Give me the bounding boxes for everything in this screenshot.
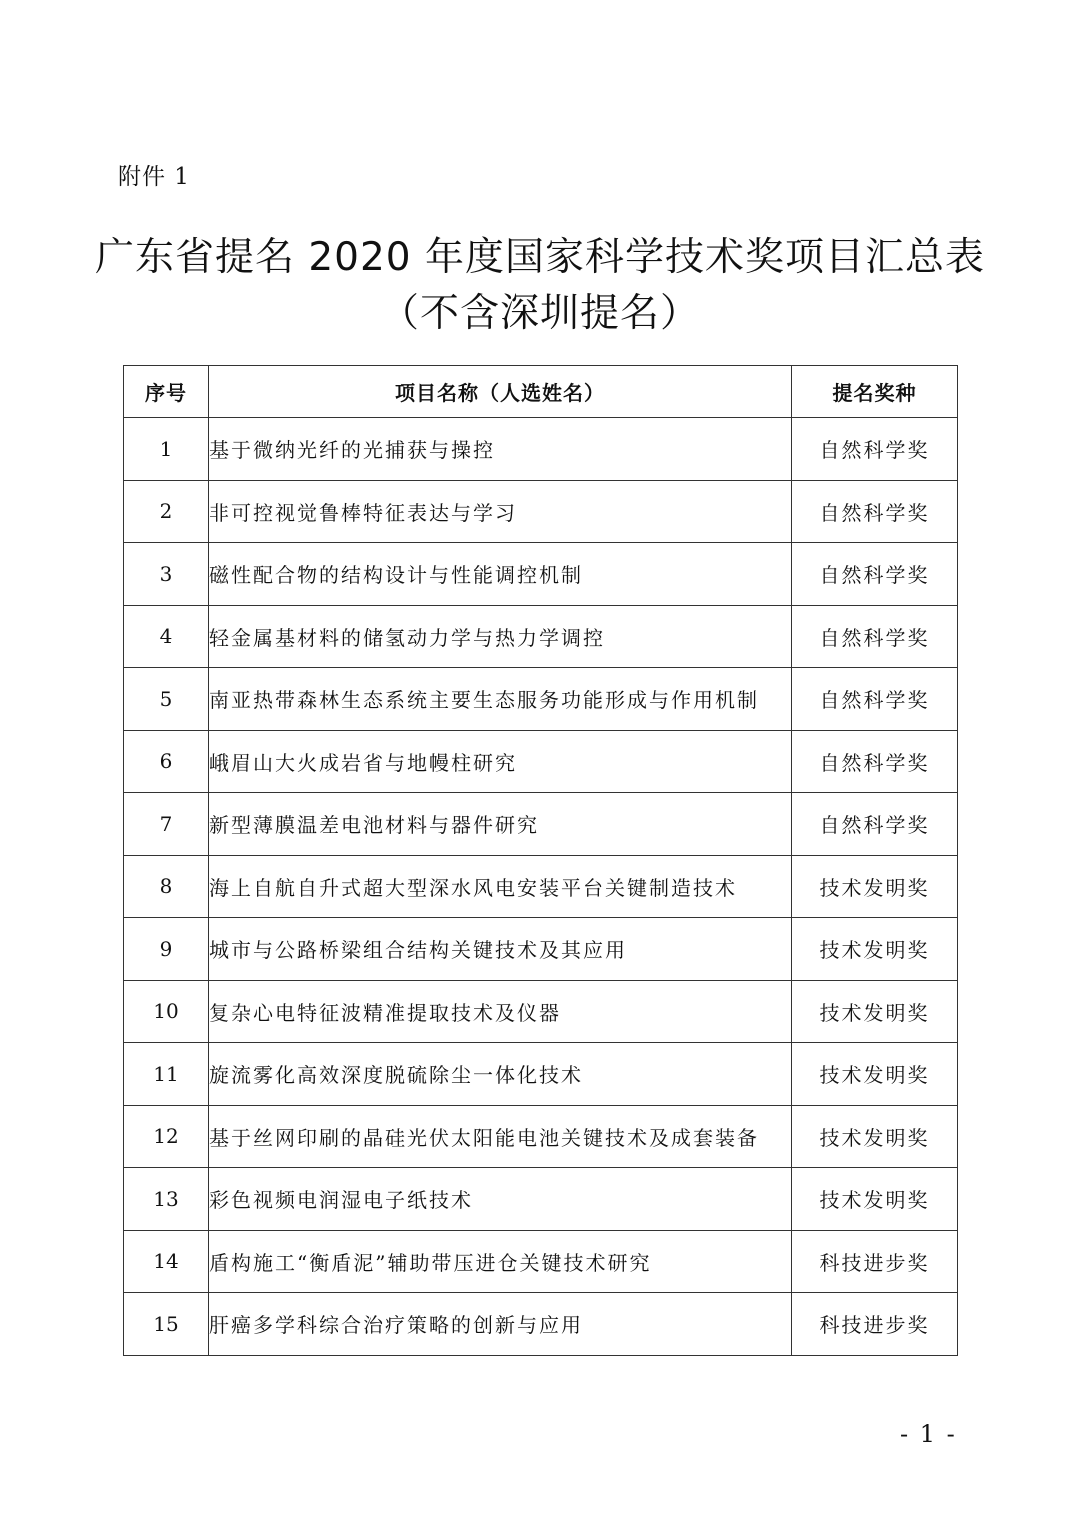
table-row	[124, 543, 958, 606]
title-line-1: 广东省提名 2020 年度国家科学技术奖项目汇总表	[94, 235, 986, 280]
table-row	[124, 1293, 958, 1356]
row-award-type: 技术发明奖	[792, 855, 958, 918]
table-row	[124, 1105, 958, 1168]
row-project-name: 非可控视觉鲁棒特征表达与学习	[209, 480, 792, 543]
row-serial-number: 10	[124, 980, 209, 1043]
row-award-type: 自然科学奖	[792, 668, 958, 731]
row-award-type: 技术发明奖	[792, 1168, 958, 1231]
row-serial-number: 8	[124, 855, 209, 918]
row-project-name: 城市与公路桥梁组合结构关键技术及其应用	[209, 918, 792, 981]
row-serial-number: 5	[124, 668, 209, 731]
row-project-name: 盾构施工“衡盾泥”辅助带压进仓关键技术研究	[209, 1230, 792, 1293]
row-award-type: 自然科学奖	[792, 418, 958, 481]
row-serial-number: 7	[124, 793, 209, 856]
row-award-type: 自然科学奖	[792, 730, 958, 793]
table-row	[124, 1043, 958, 1106]
table-row	[124, 668, 958, 731]
row-award-type: 技术发明奖	[792, 1105, 958, 1168]
row-serial-number: 9	[124, 918, 209, 981]
table-row	[124, 1168, 958, 1231]
row-serial-number: 3	[124, 543, 209, 606]
row-serial-number: 2	[124, 480, 209, 543]
table-row	[124, 918, 958, 981]
row-project-name: 基于丝网印刷的晶硅光伏太阳能电池关键技术及成套装备	[209, 1105, 792, 1168]
row-project-name: 肝癌多学科综合治疗策略的创新与应用	[209, 1293, 792, 1356]
row-project-name: 彩色视频电润湿电子纸技术	[209, 1168, 792, 1231]
table-row	[124, 793, 958, 856]
row-award-type: 科技进步奖	[792, 1230, 958, 1293]
row-project-name: 基于微纳光纤的光捕获与操控	[209, 418, 792, 481]
row-project-name: 轻金属基材料的储氢动力学与热力学调控	[209, 605, 792, 668]
row-award-type: 科技进步奖	[792, 1293, 958, 1356]
document-title	[0, 230, 1080, 342]
row-award-type: 自然科学奖	[792, 605, 958, 668]
row-serial-number: 11	[124, 1043, 209, 1106]
row-award-type: 自然科学奖	[792, 543, 958, 606]
row-project-name: 南亚热带森林生态系统主要生态服务功能形成与作用机制	[209, 668, 792, 731]
table-row	[124, 980, 958, 1043]
summary-table	[123, 365, 958, 1356]
row-award-type: 技术发明奖	[792, 1043, 958, 1106]
page-number: - 1 -	[900, 1420, 957, 1448]
row-serial-number: 13	[124, 1168, 209, 1231]
row-project-name: 海上自航自升式超大型深水风电安装平台关键制造技术	[209, 855, 792, 918]
row-serial-number: 4	[124, 605, 209, 668]
row-project-name: 复杂心电特征波精准提取技术及仪器	[209, 980, 792, 1043]
row-serial-number: 6	[124, 730, 209, 793]
row-award-type: 技术发明奖	[792, 918, 958, 981]
row-serial-number: 15	[124, 1293, 209, 1356]
row-serial-number: 12	[124, 1105, 209, 1168]
table-body	[124, 418, 958, 1356]
attachment-label: 附件 1	[118, 164, 190, 190]
table-row	[124, 418, 958, 481]
row-award-type: 技术发明奖	[792, 980, 958, 1043]
header-award-type: 提名奖种	[792, 366, 958, 418]
row-serial-number: 1	[124, 418, 209, 481]
table-row	[124, 605, 958, 668]
header-project-name: 项目名称（人选姓名）	[209, 366, 792, 418]
row-award-type: 自然科学奖	[792, 480, 958, 543]
row-project-name: 旋流雾化高效深度脱硫除尘一体化技术	[209, 1043, 792, 1106]
row-award-type: 自然科学奖	[792, 793, 958, 856]
row-project-name: 新型薄膜温差电池材料与器件研究	[209, 793, 792, 856]
title-line-2: （不含深圳提名）	[379, 291, 700, 336]
header-serial-number: 序号	[124, 366, 209, 418]
table-row	[124, 730, 958, 793]
table-header-row	[124, 366, 958, 418]
table-row	[124, 480, 958, 543]
table-row	[124, 1230, 958, 1293]
row-project-name: 峨眉山大火成岩省与地幔柱研究	[209, 730, 792, 793]
row-serial-number: 14	[124, 1230, 209, 1293]
table-row	[124, 855, 958, 918]
row-project-name: 磁性配合物的结构设计与性能调控机制	[209, 543, 792, 606]
